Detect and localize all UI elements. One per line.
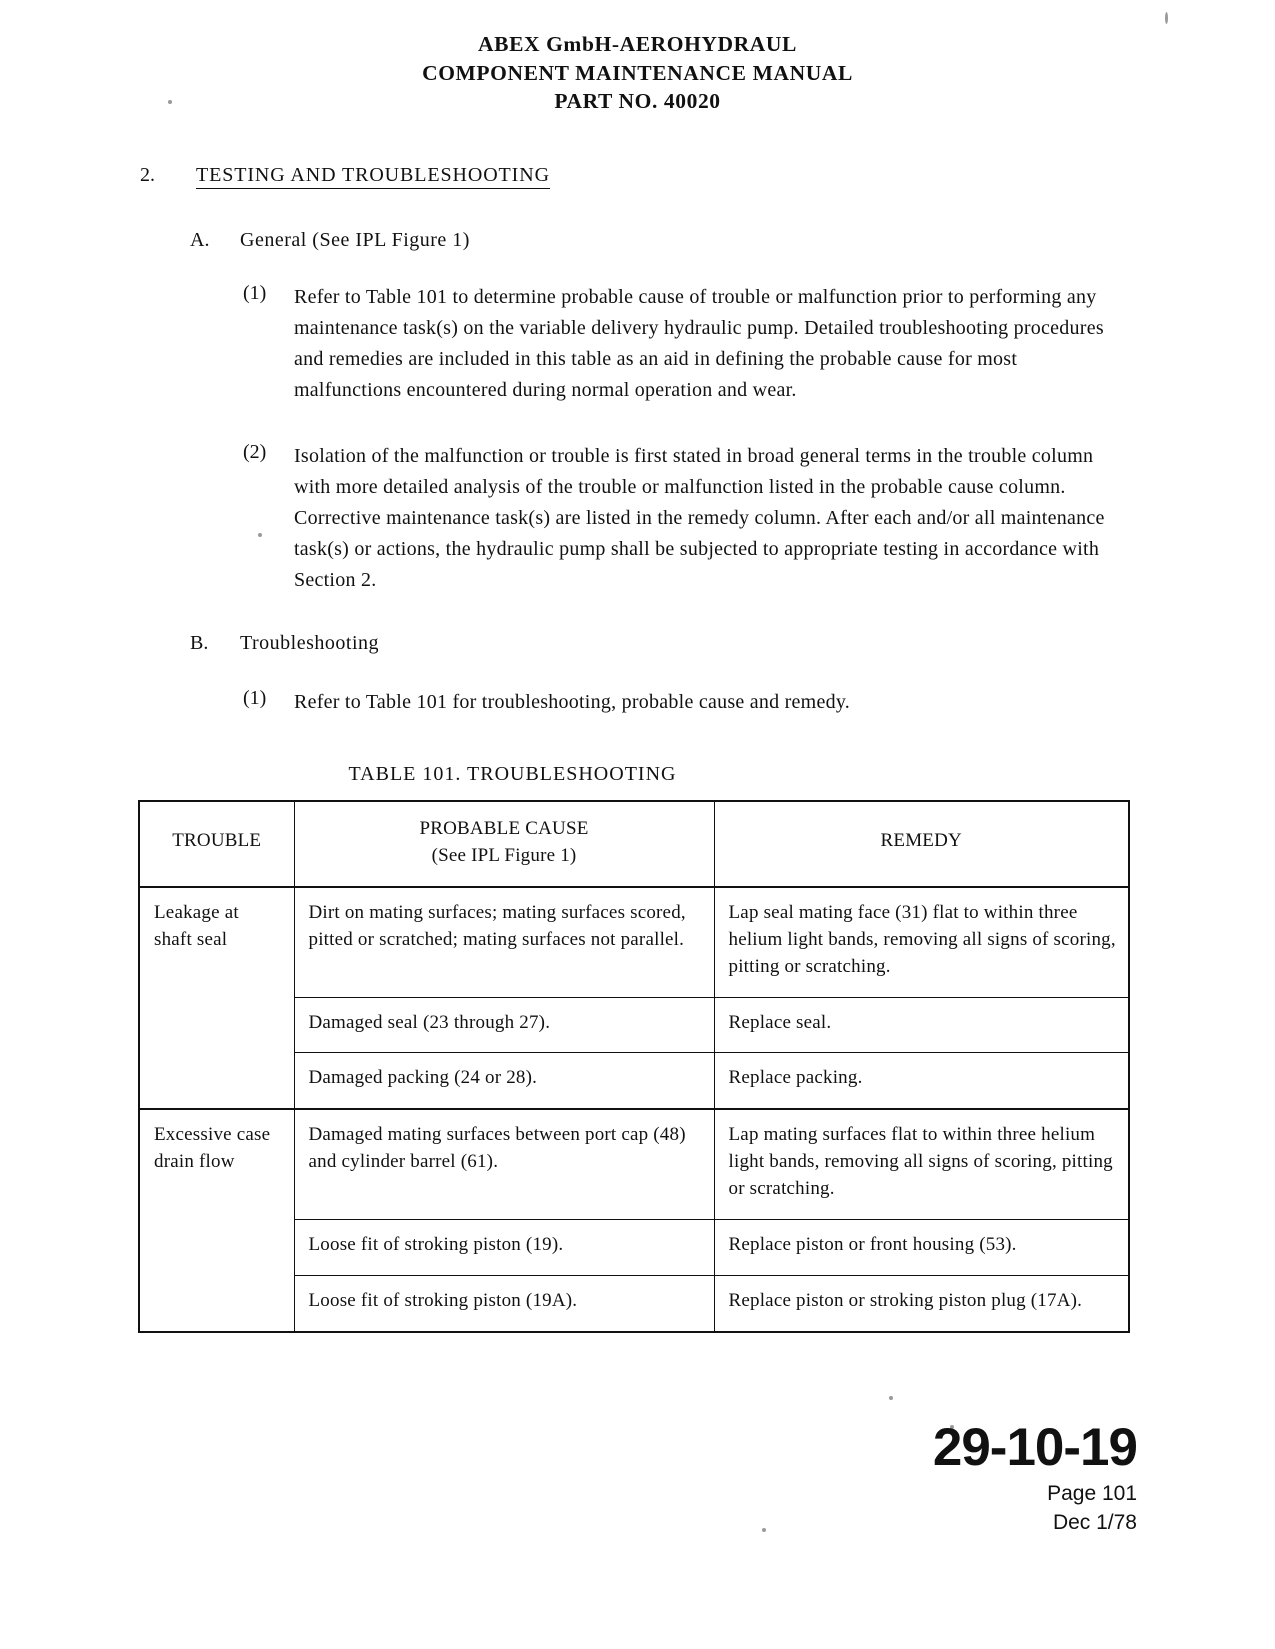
cell-probable-cause: Damaged mating surfaces between port cap (48) and cylinder barrel (61).: [294, 1109, 714, 1219]
section-2-title: TESTING AND TROUBLESHOOTING: [196, 164, 550, 189]
troubleshooting-table: [138, 800, 1130, 1334]
section-a-item-2: [243, 441, 1275, 597]
section-a-title: General (See IPL Figure 1): [240, 228, 470, 251]
table-row: [139, 1109, 1129, 1219]
document-number: 29-10-19: [932, 1418, 1137, 1478]
cell-probable-cause: Loose fit of stroking piston (19).: [294, 1220, 714, 1276]
cell-remedy: Replace packing.: [714, 1053, 1129, 1109]
cell-remedy: Replace piston or stroking piston plug (17A).: [714, 1276, 1129, 1332]
page-number: Page 101: [1047, 1482, 1137, 1506]
section-a-item-2-text: Isolation of the malfunction or trouble is first stated in broad general terms in the trouble column with more detailed analysis of the trouble or malfunction listed in the probable cause column. Corrective maintenance task(s) are listed in the remedy column. After each and/or all maintenance task(s) or actions, the hydraulic pump shall be subjected to appropriate testing in accordance with Section 2.: [294, 444, 1105, 592]
scan-speck: [889, 1396, 893, 1400]
column-header-trouble: TROUBLE: [139, 801, 294, 887]
cell-remedy: Lap seal mating face (31) flat to within three helium light bands, removing all signs of scoring, pitting or scratching.: [714, 887, 1129, 997]
section-a-number: A.: [190, 228, 210, 251]
scan-speck: [1165, 12, 1168, 24]
section-a: [190, 229, 1275, 252]
revision-date: Dec 1/78: [1052, 1510, 1137, 1534]
table-title: TABLE 101. TROUBLESHOOTING: [348, 762, 677, 785]
section-a-item-1-number: (1): [243, 281, 267, 304]
cell-probable-cause: Damaged seal (23 through 27).: [294, 997, 714, 1053]
scan-speck: [168, 100, 172, 104]
column-header-probable-cause: [294, 801, 714, 887]
scan-speck: [762, 1528, 766, 1532]
cell-trouble: Excessive case drain flow: [139, 1109, 294, 1332]
cell-probable-cause: Loose fit of stroking piston (19A).: [294, 1276, 714, 1332]
section-2: [140, 164, 1275, 189]
section-a-item-1-text: Refer to Table 101 to determine probable cause of trouble or malfunction prior to performing any maintenance task(s) on the variable delivery hydraulic pump. Detailed troubleshooting procedures and remedies are included in this table as an aid in defining the probable cause for most malfunctions encountered during normal operation and wear.: [294, 285, 1104, 402]
cell-trouble: Leakage at shaft seal: [139, 887, 294, 1110]
table-header-row: [139, 801, 1129, 887]
table-row: [139, 887, 1129, 997]
table-header: [139, 801, 1129, 887]
section-b-item-1-number: (1): [243, 687, 267, 710]
section-b-title: Troubleshooting: [240, 632, 380, 655]
document-body: [0, 164, 1275, 1334]
section-a-item-2-number: (2): [243, 440, 267, 463]
cell-probable-cause: Damaged packing (24 or 28).: [294, 1053, 714, 1109]
cell-remedy: Replace piston or front housing (53).: [714, 1220, 1129, 1276]
section-b: [190, 632, 1275, 655]
section-b-item-1: [243, 687, 1275, 718]
section-a-item-1: [243, 282, 1275, 407]
column-header-probable-cause-label: PROBABLE CAUSE: [419, 817, 589, 839]
cell-remedy: Replace seal.: [714, 997, 1129, 1053]
cell-probable-cause: Dirt on mating surfaces; mating surfaces scored, pitted or scratched; mating surfaces not parallel.: [294, 887, 714, 997]
header-line-manual: COMPONENT MAINTENANCE MANUAL: [422, 60, 853, 85]
section-b-item-1-text: Refer to Table 101 for troubleshooting, probable cause and remedy.: [294, 691, 851, 714]
scan-speck: [258, 533, 262, 537]
section-2-number: 2.: [140, 163, 155, 186]
cell-remedy: Lap mating surfaces flat to within three helium light bands, removing all signs of scoring, pitting or scratching.: [714, 1109, 1129, 1219]
column-header-remedy: REMEDY: [714, 801, 1129, 887]
header-line-partno: PART NO. 40020: [554, 89, 721, 114]
section-b-number: B.: [190, 632, 209, 655]
table-body: [139, 887, 1129, 1333]
page-footer: [932, 1418, 1137, 1537]
document-header: [0, 30, 1275, 116]
header-line-company: ABEX GmbH-AEROHYDRAUL: [478, 32, 797, 56]
column-header-probable-cause-sublabel: (See IPL Figure 1): [431, 844, 577, 866]
